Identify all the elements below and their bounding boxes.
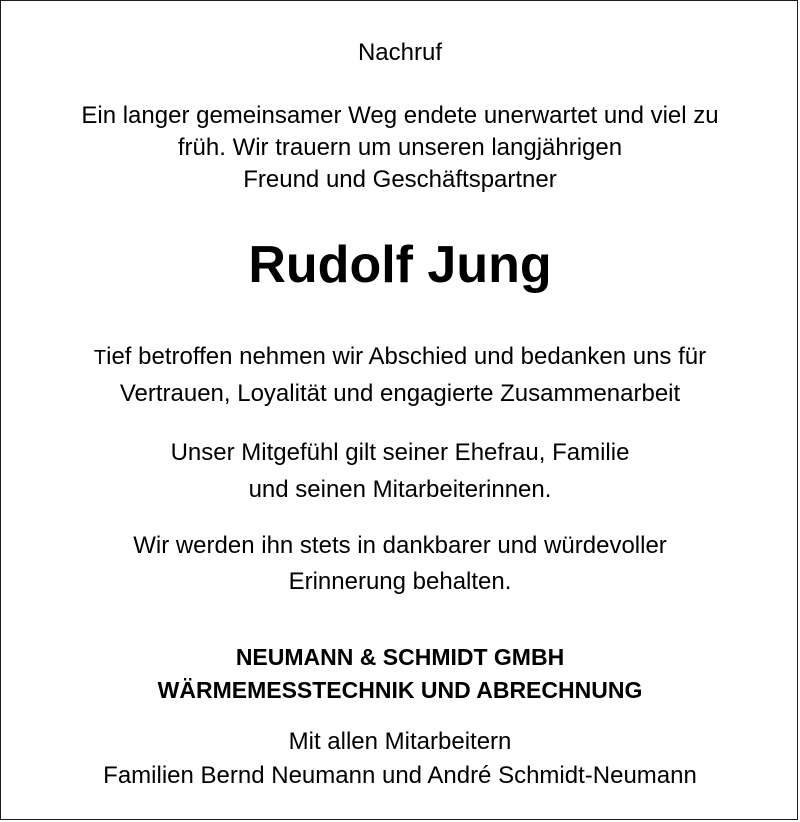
thanks-line-1 <box>1 341 799 374</box>
memory-line-1: Wir werden ihn stets in dankbarer und würdevoller <box>133 532 667 559</box>
intro-line-2: früh. Wir trauern um unseren langjährigen <box>177 134 623 161</box>
sympathy-line-1: Unser Mitgefühl gilt seiner Ehefrau, Familie <box>170 439 630 466</box>
thanks-line-2: Vertrauen, Loyalität und engagierte Zusammenarbeit <box>119 380 681 407</box>
sympathy-line-2: und seinen Mitarbeiterinnen. <box>248 476 552 503</box>
signoff-line-2: Familien Bernd Neumann und André Schmidt-Neumann <box>103 762 697 789</box>
company-name: NEUMANN & SCHMIDT GMBH <box>235 644 565 670</box>
notice-heading: Nachruf <box>357 39 443 66</box>
thanks-line-1-text: ief betroffen nehmen wir Abschied und bedanken uns für <box>106 343 707 370</box>
thanks-first-letter: T <box>93 347 107 369</box>
signoff-line-1: Mit allen Mitarbeitern <box>288 728 512 755</box>
memory-line-2: Erinnerung behalten. <box>288 568 512 595</box>
intro-line-1: Ein langer gemeinsamer Weg endete unerwartet und viel zu <box>81 102 719 129</box>
deceased-name: Rudolf Jung <box>248 236 552 294</box>
company-subtitle: WÄRMEMESSTECHNIK UND ABRECHNUNG <box>157 677 643 703</box>
intro-line-3: Freund und Geschäftspartner <box>243 166 557 193</box>
